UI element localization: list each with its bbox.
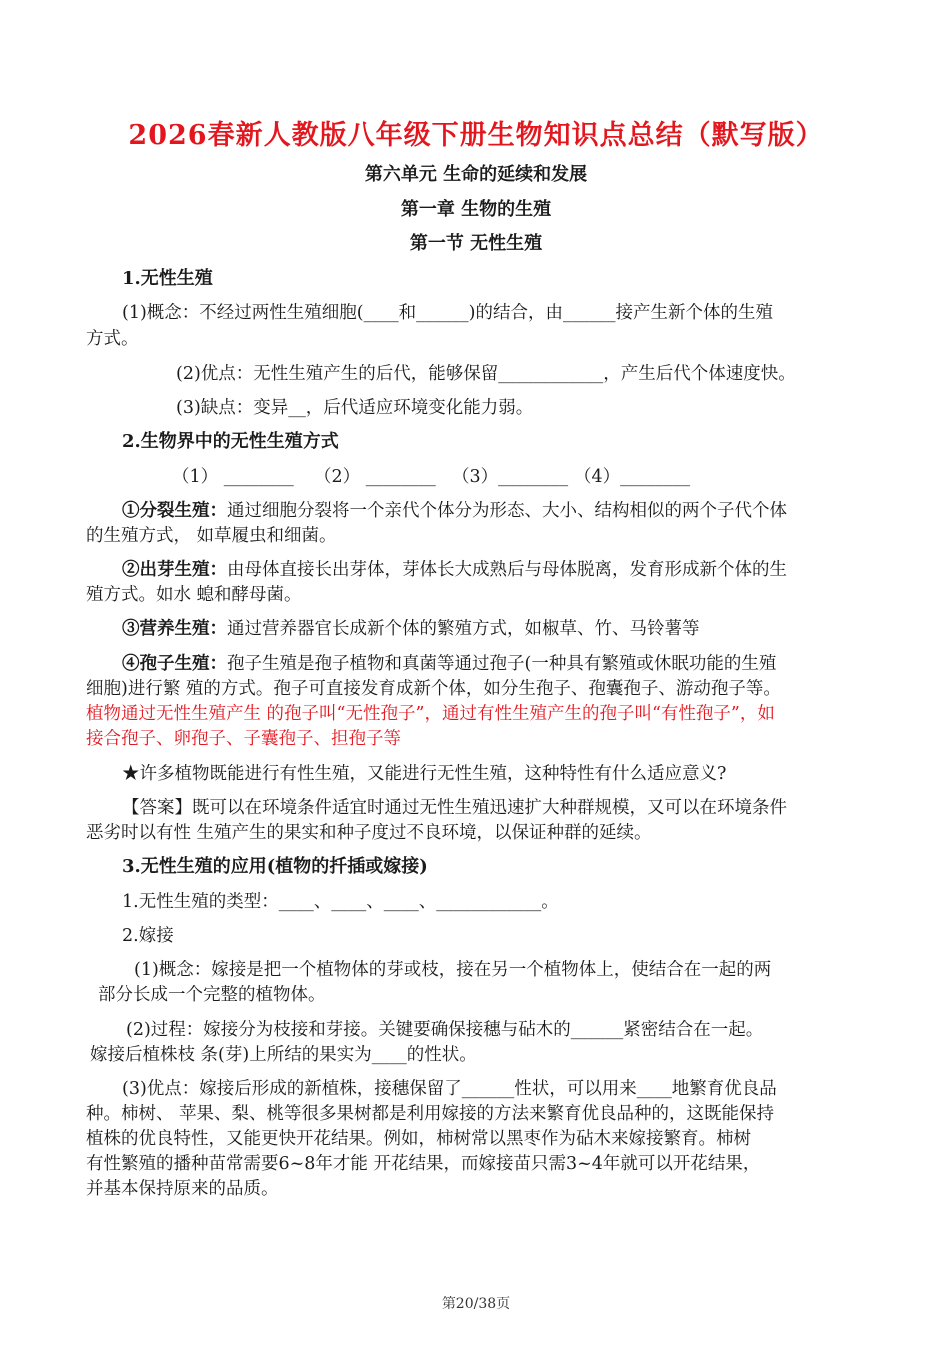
- fission-label: ①分裂生殖：: [122, 501, 227, 521]
- fission-text: 通过细胞分裂将一个亲代个体分为形态、大小、结构相似的两个子代个体: [227, 501, 787, 521]
- spore-note-line-1: 植物通过无性生殖产生 的孢子叫“无性孢子”，通过有性生殖产生的孢子叫“有性孢子”，如: [86, 704, 775, 724]
- heading-asexual-reproduction: 1.无性生殖: [122, 268, 213, 289]
- grafting-heading: 2.嫁接: [122, 926, 174, 946]
- graft-concept-line-1: (1)概念：嫁接是把一个植物体的芽或枝，接在另一个植物体上，使结合在一起的两: [134, 960, 772, 980]
- star-question: ★许多植物既能进行有性生殖，又能进行无性生殖，这种特性有什么适应意义?: [122, 764, 727, 784]
- blank-2: （2） ________: [314, 467, 436, 487]
- graft-process-line-1: (2)过程：嫁接分为枝接和芽接。关键要确保接穗与砧木的______紧密结合在一起。: [126, 1020, 764, 1040]
- vegetative-label: ③营养生殖：: [122, 619, 227, 639]
- page-number: 第20/38页: [441, 1296, 511, 1312]
- spore-note-line-2: 接合孢子、卵孢子、子囊孢子、担孢子等: [86, 729, 401, 749]
- types-line: 1.无性生殖的类型：____、____、____、____________。: [122, 892, 559, 912]
- budding-paragraph-line-1: [122, 558, 787, 582]
- advantage-line: (2)优点：无性生殖产生的后代，能够保留____________，产生后代个体速度快。: [176, 364, 796, 384]
- graft-advantage-line-2: 种。柿树、 苹果、梨、桃等很多果树都是利用嫁接的方法来繁育优良品种的，这既能保持: [86, 1104, 775, 1124]
- blank-4: （4）________: [574, 467, 691, 487]
- spore-paragraph-line-2: 细胞)进行繁 殖的方式。孢子可直接发育成新个体，如分生孢子、孢囊孢子、游动孢子等。: [86, 679, 781, 699]
- spore-paragraph-line-1: [122, 652, 776, 676]
- vegetative-text: 通过营养器官长成新个体的繁殖方式，如椒草、竹、马铃薯等: [227, 619, 700, 639]
- budding-text: 由母体直接长出芽体，芽体长大成熟后与母体脱离，发育形成新个体的生: [227, 560, 787, 580]
- graft-process-line-2: 嫁接后植株枝 条(芽)上所结的果实为____的性状。: [90, 1045, 477, 1065]
- heading-applications: 3.无性生殖的应用(植物的扦插或嫁接): [122, 856, 428, 877]
- spore-label: ④孢子生殖：: [122, 654, 227, 674]
- blank-3: （3）________: [452, 467, 569, 487]
- graft-advantage-line-5: 并基本保持原来的品质。: [86, 1179, 279, 1199]
- answer-line-1: 【答案】既可以在环境条件适宜时通过无性生殖迅速扩大种群规模，又可以在环境条件: [122, 798, 787, 818]
- document-title: 2026春新人教版八年级下册生物知识点总结（默写版）: [128, 120, 824, 151]
- chapter-heading: 第一章 生物的生殖: [400, 199, 552, 220]
- graft-advantage-line-1: (3)优点：嫁接后形成的新植株，接穗保留了______性状，可以用来____地繁育优良品: [122, 1079, 777, 1099]
- blank-1: （1） ________: [172, 467, 294, 487]
- graft-advantage-line-3: 植株的优良特性，又能更快开花结果。例如，柿树常以黑枣作为砧木来嫁接繁育。柿树: [86, 1129, 751, 1149]
- answer-line-2: 恶劣时以有性 生殖产生的果实和种子度过不良环境，以保证种群的延续。: [86, 823, 652, 843]
- spore-text: 孢子生殖是孢子植物和真菌等通过孢子(一种具有繁殖或休眠功能的生殖: [227, 654, 777, 674]
- concept-line-1: (1)概念：不经过两性生殖细胞(____和______)的结合，由______接产生新个体的生殖: [122, 303, 773, 323]
- graft-concept-line-2: 部分长成一个完整的植物体。: [98, 985, 326, 1005]
- fission-paragraph-line-2: 的生殖方式， 如草履虫和细菌。: [86, 526, 337, 546]
- concept-line-2: 方式。: [86, 329, 139, 349]
- heading-asexual-methods: 2.生物界中的无性生殖方式: [122, 431, 339, 452]
- graft-advantage-line-4: 有性繁殖的播种苗常需要6~8年才能 开花结果，而嫁接苗只需3~4年就可以开花结果，: [86, 1154, 761, 1174]
- budding-label: ②出芽生殖：: [122, 560, 227, 580]
- vegetative-paragraph: [122, 617, 700, 641]
- budding-paragraph-line-2: 殖方式。如水 螅和酵母菌。: [86, 585, 302, 605]
- unit-heading: 第六单元 生命的延续和发展: [364, 164, 588, 185]
- disadvantage-line: (3)缺点：变异__，后代适应环境变化能力弱。: [176, 398, 534, 418]
- fission-paragraph-line-1: [122, 499, 787, 523]
- section-heading: 第一节 无性生殖: [409, 233, 543, 254]
